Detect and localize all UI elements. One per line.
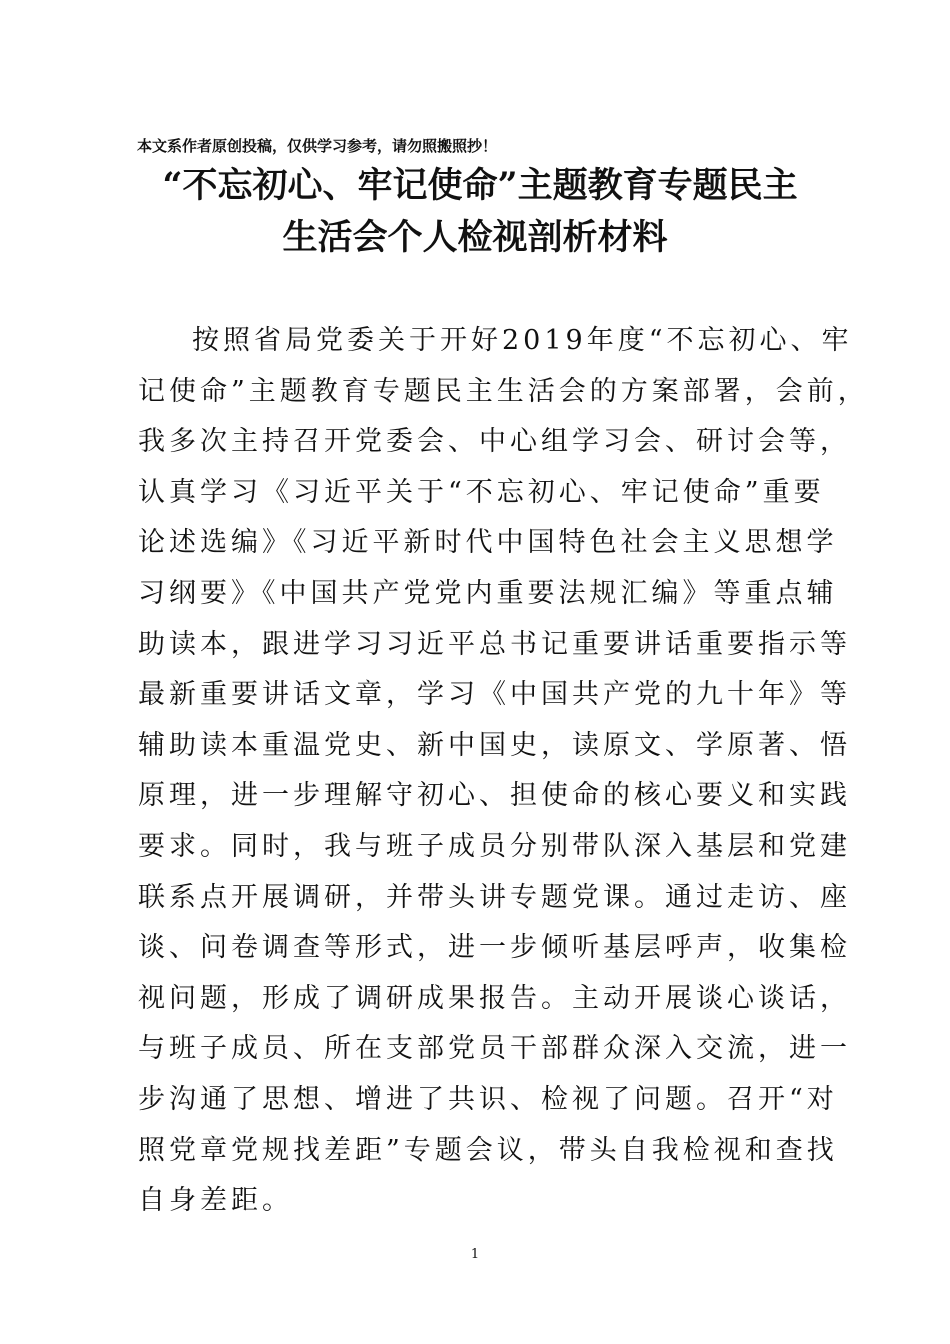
title-line-1: “不忘初心、牢记使命”主题教育专题民主 xyxy=(162,165,798,206)
body-line: 要求。同时，我与班子成员分别带队深入基层和党建 xyxy=(138,830,851,862)
body-line: 自身差距。 xyxy=(138,1185,293,1217)
document-title xyxy=(0,160,950,264)
body-line: 步沟通了思想、增进了共识、检视了问题。召开“对 xyxy=(138,1083,838,1115)
body-paragraph xyxy=(138,316,869,1227)
body-line: 与班子成员、所在支部党员干部群众深入交流，进一 xyxy=(138,1033,851,1065)
body-line: 最新重要讲话文章，学习《中国共产党的九十年》等 xyxy=(138,679,851,711)
body-line: 谈、问卷调查等形式，进一步倾听基层呼声，收集检 xyxy=(138,932,851,964)
body-line: 视问题，形成了调研成果报告。主动开展谈心谈话， xyxy=(138,982,851,1014)
body-line: 记使命”主题教育专题民主生活会的方案部署，会前， xyxy=(138,375,869,407)
body-line: 按照省局党委关于开好2019年度“不忘初心、牢 xyxy=(192,325,853,356)
title-line-2: 生活会个人检视剖析材料 xyxy=(282,217,668,258)
body-line: 助读本，跟进学习习近平总书记重要讲话重要指示等 xyxy=(138,628,851,660)
body-line: 我多次主持召开党委会、中心组学习会、研讨会等， xyxy=(138,426,851,458)
page-number: 1 xyxy=(470,1247,480,1262)
body-line: 照党章党规找差距”专题会议，带头自我检视和查找 xyxy=(138,1134,838,1166)
body-line: 辅助读本重温党史、新中国史，读原文、学原著、悟 xyxy=(138,729,851,761)
body-line: 论述选编》《习近平新时代中国特色社会主义思想学 xyxy=(138,527,838,559)
body-line: 联系点开展调研，并带头讲专题党课。通过走访、座 xyxy=(138,881,851,913)
disclaimer-note: 本文系作者原创投稿，仅供学习参考，请勿照搬照抄！ xyxy=(137,137,498,155)
body-line: 认真学习《习近平关于“不忘初心、牢记使命”重要 xyxy=(138,476,825,508)
body-line: 原理，进一步理解守初心、担使命的核心要义和实践 xyxy=(138,780,851,812)
body-line: 习纲要》《中国共产党党内重要法规汇编》等重点辅 xyxy=(138,577,838,609)
